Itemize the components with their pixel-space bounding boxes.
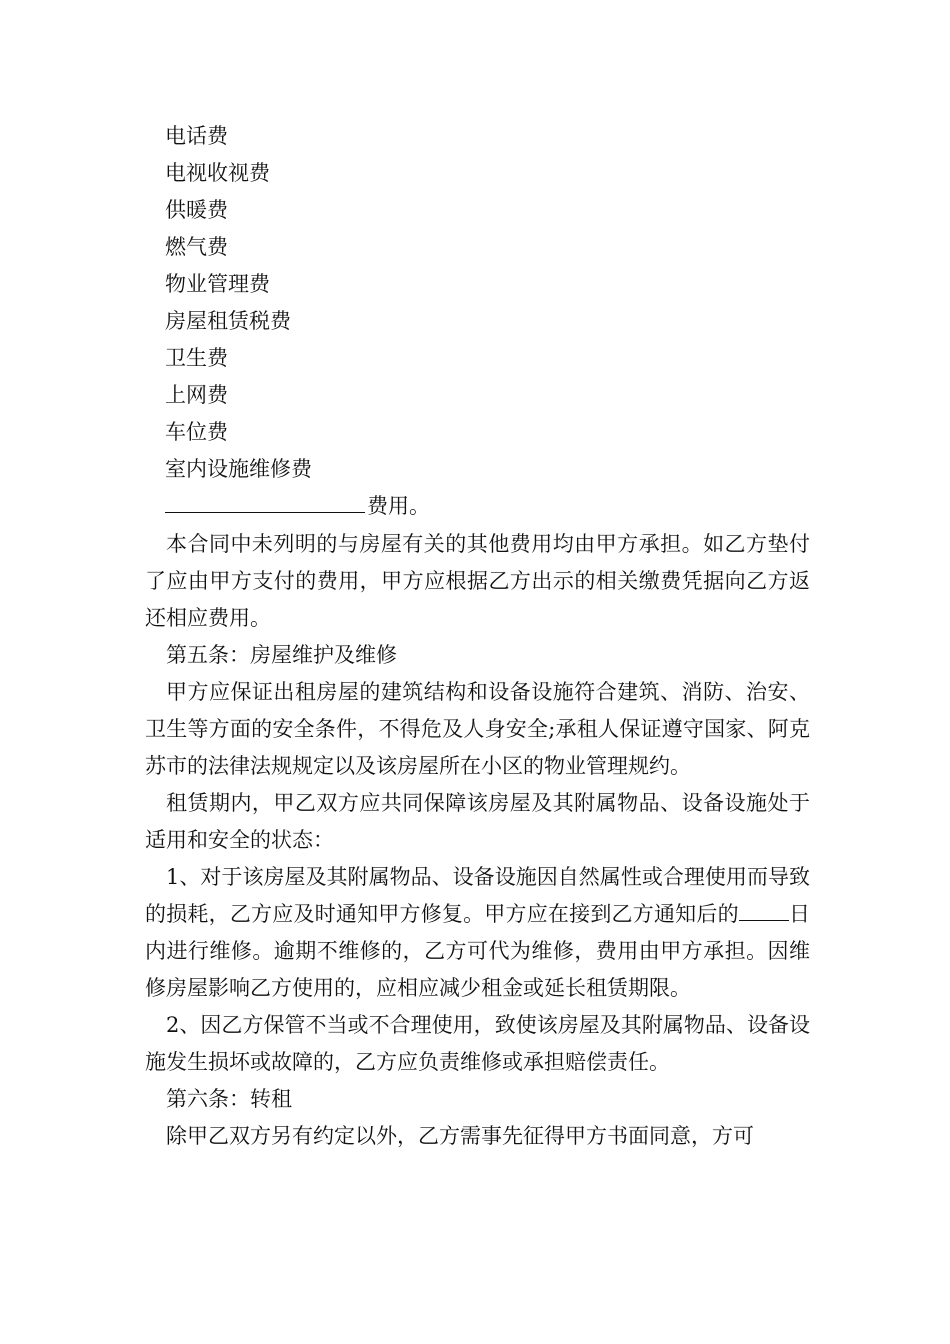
fee-list (165, 118, 765, 525)
fee-item-blank (165, 488, 765, 525)
fee-item-phone: 电话费 (165, 124, 228, 148)
article-5-item-1-part-a: 1、对于该房屋及其附属物品、设备设施因自然属性或合理使用而导致的损耗，乙方应及时通知甲方修复。甲方应在接到乙方通知后的 (145, 865, 810, 926)
fee-item-tv: 电视收视费 (165, 161, 270, 185)
article-5-item-1 (145, 859, 810, 1007)
fee-item-repair: 室内设施维修费 (165, 457, 312, 481)
fee-item-parking: 车位费 (165, 420, 228, 444)
fee-item-rental-tax: 房屋租赁税费 (165, 309, 291, 333)
article-6-paragraph-1: 除甲乙双方另有约定以外，乙方需事先征得甲方书面同意，方可 (166, 1124, 754, 1148)
blank-fill-line (165, 490, 365, 513)
article-5-paragraph-2: 租赁期内，甲乙双方应共同保障该房屋及其附属物品、设备设施处于适用和安全的状态： (145, 791, 810, 852)
article-5-paragraph-1: 甲方应保证出租房屋的建筑结构和设备设施符合建筑、消防、治安、卫生等方面的安全条件，不得危及人身安全;承租人保证遵守国家、阿克苏市的法律法规规定以及该房屋所在小区的物业管理规约。 (145, 680, 810, 778)
fee-item-sanitation: 卫生费 (165, 346, 228, 370)
other-fees-paragraph: 本合同中未列明的与房屋有关的其他费用均由甲方承担。如乙方垫付了应由甲方支付的费用，甲方应根据乙方出示的相关缴费凭据向乙方返还相应费用。 (145, 532, 810, 630)
article-6-title: 第六条：转租 (166, 1087, 292, 1111)
fee-item-internet: 上网费 (165, 383, 228, 407)
fee-item-property-management: 物业管理费 (165, 272, 270, 296)
days-blank-line (739, 900, 789, 921)
contract-body (145, 526, 810, 1155)
fee-item-gas: 燃气费 (165, 235, 228, 259)
article-5-item-2: 2、因乙方保管不当或不合理使用，致使该房屋及其附属物品、设备设施发生损坏或故障的，乙方应负责维修或承担赔偿责任。 (145, 1013, 810, 1074)
article-5-item-1-part-b: 日内进行维修。逾期不维修的，乙方可代为维修，费用由甲方承担。因维修房屋影响乙方使用的，应相应减少租金或延长租赁期限。 (145, 902, 811, 1000)
fee-item-heating: 供暖费 (165, 198, 228, 222)
article-5-title: 第五条：房屋维护及维修 (166, 643, 397, 667)
blank-fee-suffix: 费用。 (367, 494, 430, 518)
